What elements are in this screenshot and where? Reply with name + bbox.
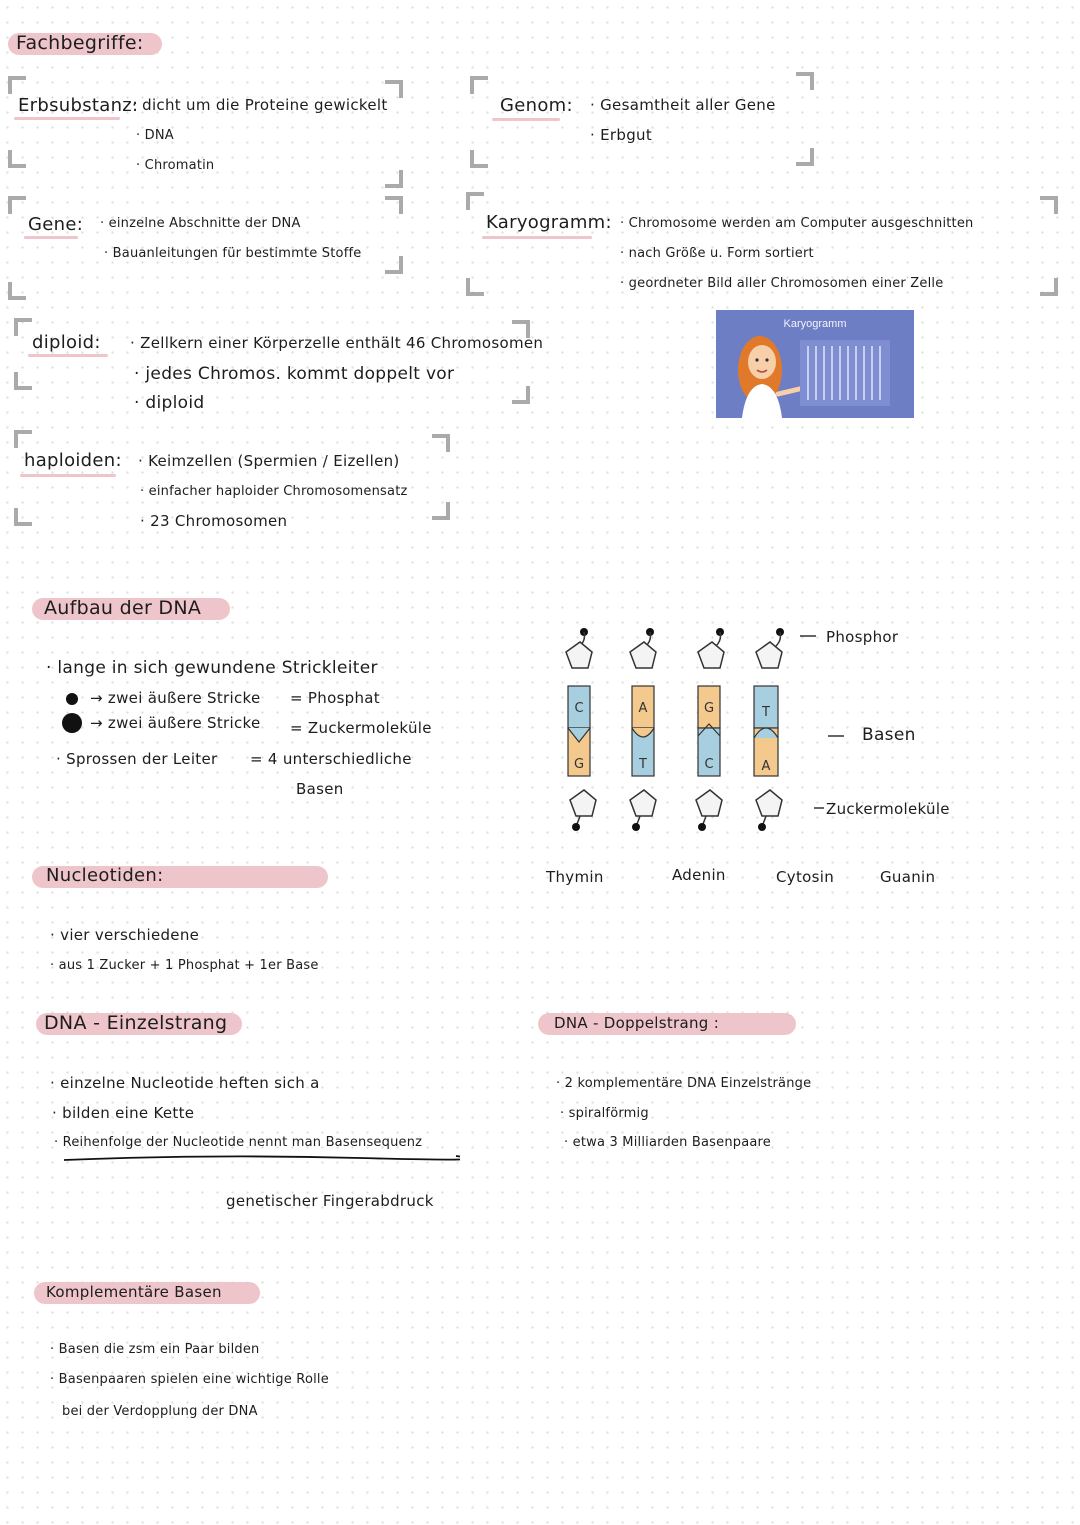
- karyogramm-line-3: · geordneter Bild aller Chromosomen einer Zelle: [620, 276, 944, 291]
- bracket-mark: [8, 196, 26, 214]
- einzelstrang-heading: DNA - Einzelstrang: [44, 1012, 228, 1034]
- bracket-mark: [385, 256, 403, 274]
- nucleotiden-heading: Nucleotiden:: [46, 865, 164, 886]
- term-underline: [20, 474, 116, 477]
- diploid-line-3: · diploid: [134, 393, 205, 413]
- underline-stroke: [60, 1150, 460, 1170]
- diploid-line-2: · jedes Chromos. kommt doppelt vor: [134, 364, 455, 384]
- pair-1-top-letter: C: [574, 701, 584, 716]
- pair-4-top-letter: T: [762, 705, 770, 720]
- base-name-guanin: Guanin: [880, 868, 936, 886]
- term-underline: [14, 117, 120, 120]
- karyogramm-image: [716, 310, 914, 418]
- bracket-mark: [1040, 196, 1058, 214]
- pair-3-top-letter: G: [703, 701, 715, 716]
- karyogramm-line-1: · Chromosome werden am Computer ausgeschnitten: [620, 216, 974, 231]
- base-name-thymin: Thymin: [546, 868, 604, 886]
- erbsubstanz-line-1: · dicht um die Proteine gewickelt: [132, 96, 388, 114]
- komplementaere-heading: Komplementäre Basen: [46, 1283, 222, 1301]
- bracket-mark: [385, 170, 403, 188]
- nucleotiden-line-1: · vier verschiedene: [50, 926, 200, 944]
- base-name-cytosin: Cytosin: [776, 868, 834, 886]
- einzelstrang-line-2: · bilden eine Kette: [52, 1104, 195, 1122]
- bracket-mark: [432, 434, 450, 452]
- komplementaere-line-3: bei der Verdopplung der DNA: [62, 1404, 258, 1419]
- haploiden-line-2: · einfacher haploider Chromosomensatz: [140, 484, 408, 499]
- aufbau-heading: Aufbau der DNA: [44, 597, 202, 619]
- diagram-label-basen: Basen: [862, 725, 916, 745]
- gene-line-2: · Bauanleitungen für bestimmte Stoffe: [104, 246, 362, 261]
- genom-line-2: · Erbgut: [590, 126, 653, 144]
- dot-symbols: [58, 688, 86, 738]
- aufbau-row4-a: · Sprossen der Leiter: [56, 750, 218, 768]
- karyogramm-line-2: · nach Größe u. Form sortiert: [620, 246, 814, 261]
- aufbau-row3-b: = Zuckermoleküle: [290, 719, 432, 737]
- term-underline: [28, 354, 108, 357]
- base-name-adenin: Adenin: [672, 866, 726, 884]
- aufbau-row5: Basen: [296, 780, 344, 798]
- komplementaere-line-2: · Basenpaaren spielen eine wichtige Rolle: [50, 1372, 329, 1387]
- aufbau-line-1: · lange in sich gewundene Strickleiter: [46, 658, 378, 678]
- gene-term: Gene:: [28, 214, 84, 235]
- bracket-mark: [432, 502, 450, 520]
- pair-1-bottom-letter: G: [573, 757, 585, 772]
- doppelstrang-line-1: · 2 komplementäre DNA Einzelstränge: [556, 1076, 812, 1091]
- diagram-label-phosphor: Phosphor: [826, 628, 899, 646]
- erbsubstanz-line-3: · Chromatin: [136, 158, 215, 173]
- bracket-mark: [14, 508, 32, 526]
- bracket-mark: [8, 282, 26, 300]
- fachbegriffe-heading: Fachbegriffe:: [16, 32, 144, 54]
- bracket-mark: [1040, 278, 1058, 296]
- erbsubstanz-line-2: · DNA: [136, 128, 174, 143]
- genom-line-1: · Gesamtheit aller Gene: [590, 96, 776, 114]
- gene-line-1: · einzelne Abschnitte der DNA: [100, 216, 301, 231]
- aufbau-row4-b: = 4 unterschiedliche: [250, 750, 412, 768]
- einzelstrang-note: genetischer Fingerabdruck: [226, 1192, 434, 1210]
- nucleotide-pair-1: [566, 628, 596, 831]
- nucleotide-pair-4: [754, 628, 784, 831]
- nucleotide-pair-3: [696, 628, 724, 831]
- pair-4-bottom-letter: A: [761, 759, 771, 774]
- pair-3-bottom-letter: C: [704, 757, 714, 772]
- karyogramm-image-title: Karyogramm: [783, 318, 847, 330]
- bracket-mark: [14, 318, 32, 336]
- genom-term: Genom:: [500, 95, 573, 116]
- bracket-mark: [512, 386, 530, 404]
- bracket-mark: [466, 192, 484, 210]
- bracket-mark: [8, 150, 26, 168]
- karyogramm-term: Karyogramm:: [486, 212, 612, 233]
- haploiden-term: haploiden:: [24, 450, 122, 471]
- bracket-mark: [385, 80, 403, 98]
- nucleotiden-line-2: · aus 1 Zucker + 1 Phosphat + 1er Base: [50, 958, 319, 973]
- teacher-illustration: [716, 310, 914, 418]
- doppelstrang-line-2: · spiralförmig: [560, 1106, 649, 1121]
- doppelstrang-line-3: · etwa 3 Milliarden Basenpaare: [564, 1135, 771, 1150]
- term-underline: [24, 236, 78, 239]
- bracket-mark: [796, 148, 814, 166]
- bracket-mark: [470, 150, 488, 168]
- erbsubstanz-term: Erbsubstanz:: [18, 95, 139, 116]
- bracket-mark: [14, 430, 32, 448]
- nucleotide-pair-2: [630, 628, 656, 831]
- bracket-mark: [8, 76, 26, 94]
- term-underline: [492, 118, 560, 121]
- bracket-mark: [385, 196, 403, 214]
- haploiden-line-3: · 23 Chromosomen: [140, 512, 288, 530]
- einzelstrang-line-1: · einzelne Nucleotide heften sich a: [50, 1074, 320, 1092]
- bracket-mark: [470, 76, 488, 94]
- einzelstrang-line-3: · Reihenfolge der Nucleotide nennt man Basensequenz: [54, 1135, 423, 1150]
- aufbau-row2-b: = Phosphat: [290, 689, 380, 707]
- aufbau-row3-a: → zwei äußere Stricke: [90, 714, 261, 732]
- term-underline: [482, 236, 592, 239]
- bracket-mark: [796, 72, 814, 90]
- diagram-label-zuckermolekuele: Zuckermoleküle: [826, 800, 950, 818]
- doppelstrang-heading: DNA - Doppelstrang :: [554, 1014, 720, 1032]
- diploid-line-1: · Zellkern einer Körperzelle enthält 46 Chromosomen: [130, 334, 544, 352]
- aufbau-row2-a: → zwei äußere Stricke: [90, 689, 261, 707]
- diploid-term: diploid:: [32, 332, 101, 353]
- komplementaere-line-1: · Basen die zsm ein Paar bilden: [50, 1342, 260, 1357]
- bracket-mark: [466, 278, 484, 296]
- pair-2-top-letter: A: [638, 701, 648, 716]
- pair-2-bottom-letter: T: [639, 757, 647, 772]
- bracket-mark: [14, 372, 32, 390]
- haploiden-line-1: · Keimzellen (Spermien / Eizellen): [138, 452, 400, 470]
